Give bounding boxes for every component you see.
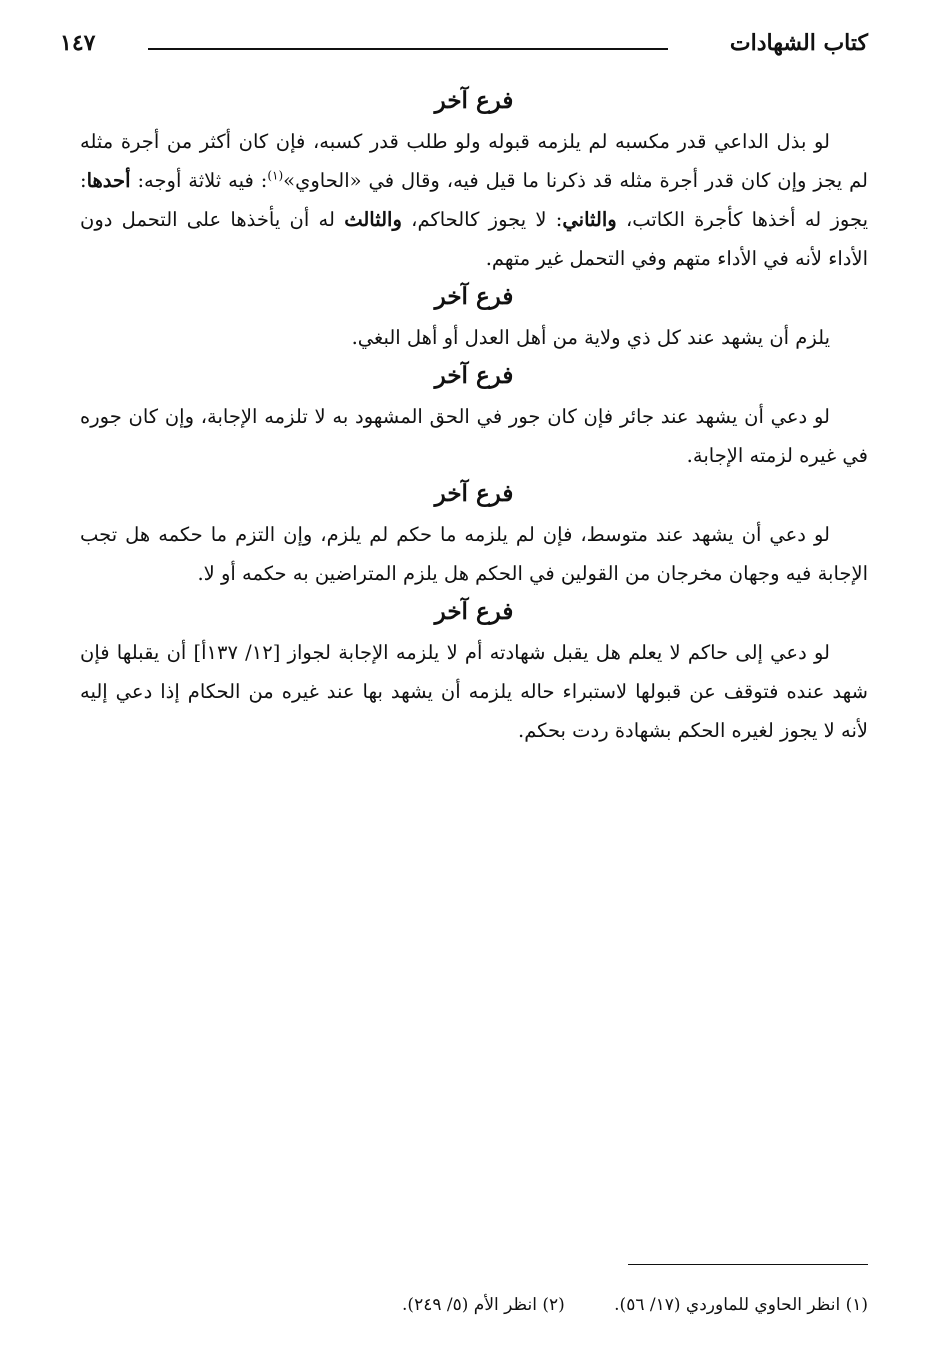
section-heading: فرع آخر: [434, 283, 514, 310]
paragraph: لو دعي أن يشهد عند جائر فإن كان جور في الحق المشهود به لا تلزمه الإجابة، وإن كان جوره في غيره لزمته الإجابة.: [80, 405, 868, 467]
paragraph: لو دعي إلى حاكم لا يعلم هل يقبل شهادته أم لا يلزمه الإجابة لجواز [١٢/ ١٣٧أ] أن يقبلها فإن شهد عنده فتوقف عن قبولها لاستبراء حاله يلزمه أن يشهد بها عند غيره من الحكام إذا دعي إليه لأنه لا يجوز لغيره الحكم بشهادة ردت بحكم.: [80, 641, 868, 742]
bold-term: والثالث: [344, 208, 402, 231]
paragraph: [80, 122, 868, 278]
footnotes: [80, 1290, 868, 1320]
paragraph: لو دعي أن يشهد عند متوسط، فإن لم يلزمه ما حكم لم يلزم، وإن التزم ما حكمه هل تجب الإجابة فيه وجهان مخرجان من القولين في الحكم هل يلزم المتراضين به حكمه أو لا.: [80, 523, 868, 585]
page-number: ١٤٧: [60, 30, 96, 56]
section-heading: فرع آخر: [434, 480, 514, 507]
footnote-1: (١) انظر الحاوي للماوردي (١٧/ ٥٦).: [614, 1295, 868, 1315]
text-run: له أن يأخذها على التحمل دون الأداء لأنه في الأداء متهم وفي التحمل غير متهم.: [80, 208, 868, 270]
section-heading: فرع آخر: [434, 87, 514, 114]
header-rule: [148, 48, 668, 50]
text-run: : لا يجوز كالحاكم،: [401, 208, 563, 231]
footnote-rule: [628, 1264, 868, 1265]
text-run: : يجوز له أخذها كأجرة الكاتب،: [80, 169, 868, 231]
bold-term: والثاني: [562, 208, 617, 231]
running-title: كتاب الشهادات: [729, 30, 868, 56]
paragraph: يلزم أن يشهد عند كل ذي ولاية من أهل العدل أو أهل البغي.: [351, 326, 830, 349]
section-heading: فرع آخر: [434, 362, 514, 389]
bold-term: أحدها: [86, 169, 131, 192]
page-body: [80, 82, 868, 754]
footnote-ref: (١): [267, 168, 284, 183]
section-heading: فرع آخر: [434, 598, 514, 625]
text-run: : فيه ثلاثة أوجه:: [130, 169, 268, 192]
text-run: لو بذل الداعي قدر مكسبه لم يلزمه قبوله ولو طلب قدر كسبه، فإن كان أكثر من أجرة مثله لم يجز وإن كان قدر أجرة مثله قد ذكرنا ما قيل فيه، وقال في «الحاوي»: [80, 130, 868, 192]
footnote-2: (٢) انظر الأم (٥/ ٢٤٩).: [402, 1295, 565, 1315]
page-header: [60, 28, 868, 68]
